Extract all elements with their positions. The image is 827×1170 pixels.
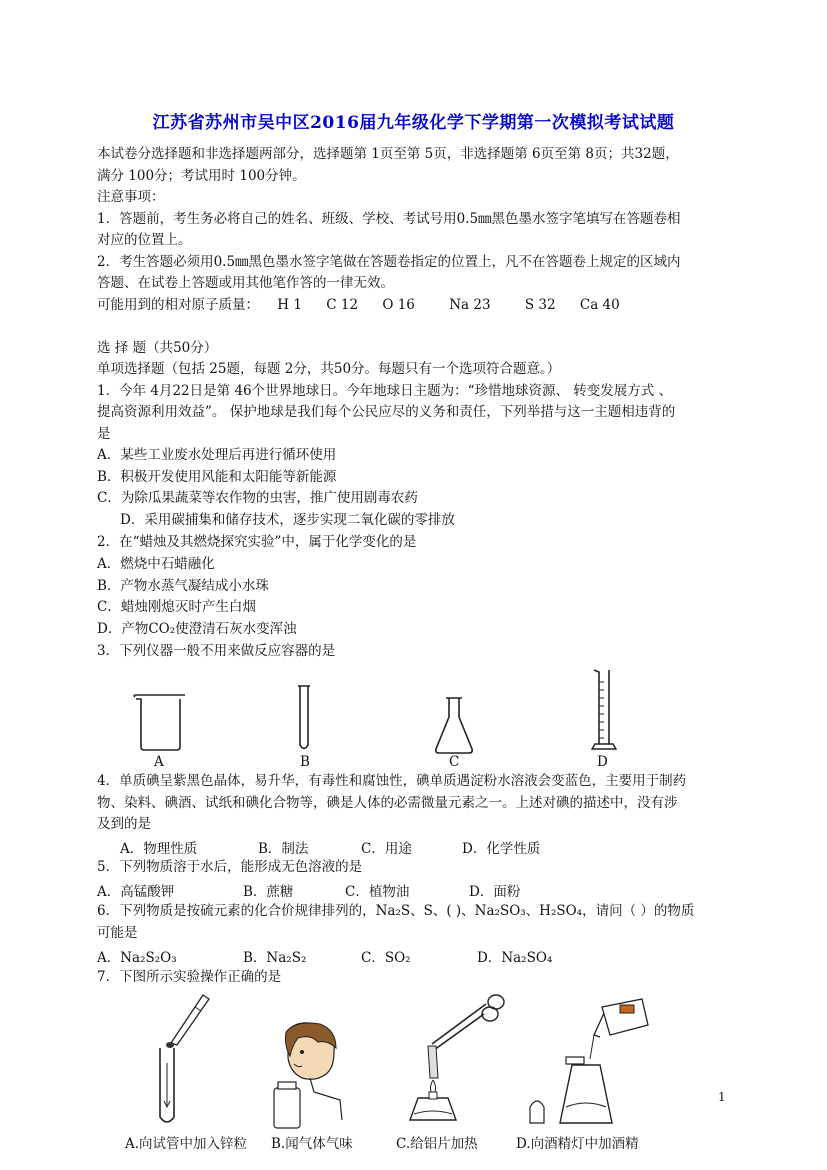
q6-stem-line-1: 6．下列物质是按硫元素的化合价规律排列的，Na₂S、S、( )、Na₂SO₃、H₂SO₄，请问（ ）的物质 xyxy=(97,903,695,919)
q5-option-c: C．植物油 xyxy=(345,884,410,900)
q2-stem: 2．在“蜡烛及其燃烧探究实验”中，属于化学变化的是 xyxy=(97,534,417,550)
atomic-mass-item: O 16 xyxy=(382,297,415,313)
alcohol-lamp-refill-icon xyxy=(522,995,652,1130)
q1-stem-line-1: 1．今年 4月22日是第 46个世界地球日。今年地球日主题为：“珍惜地球资源、 转变发展方式 、 xyxy=(97,383,673,399)
atomic-mass-item: H 1 xyxy=(277,297,302,313)
graduated-cylinder-icon xyxy=(589,668,619,752)
notice-1-line-1: 1．答题前，考生务必将自己的姓名、班级、学校、考试号用0.5㎜黑色墨水签字笔填写在答题卷相 xyxy=(97,211,681,227)
q5-option-d: D．面粉 xyxy=(469,884,521,900)
q6-option-d: D．Na₂SO₄ xyxy=(477,950,553,966)
atomic-mass-item: S 32 xyxy=(524,297,556,313)
q7-caption-a: A.向试管中加入锌粒 xyxy=(125,1136,248,1152)
q1-stem-line-2: 提高资源利用效益”。 保护地球是我们每个公民应尽的义务和责任，下列举措与这一主题相违背的 xyxy=(97,404,676,420)
q2-option-b: B．产物水蒸气凝结成小水珠 xyxy=(97,578,269,594)
q5-option-a: A．高锰酸钾 xyxy=(97,884,175,900)
q1-stem-line-3: 是 xyxy=(97,426,111,442)
tongs-alcohol-lamp-icon xyxy=(400,990,510,1130)
q4-option-b: B．制法 xyxy=(258,841,309,857)
page-title: 江苏省苏州市吴中区2016届九年级化学下学期第一次模拟考试试题 xyxy=(152,113,675,133)
q4-option-a: A．物理性质 xyxy=(120,841,198,857)
q4-option-d: D．化学性质 xyxy=(462,841,541,857)
atomic-masses-label: 可能用到的相对原子质量： xyxy=(97,297,259,313)
notice-2-line-2: 答题、在试卷上答题或用其他笔作答的一律无效。 xyxy=(97,275,394,291)
q1-option-c: C．为除瓜果蔬菜等农作物的虫害，推广使用剧毒农药 xyxy=(97,490,418,506)
q6-option-c: C．SO₂ xyxy=(361,950,411,966)
intro-line-1: 本试卷分选择题和非选择题两部分，选择题第 1页至第 5页，非选择题第 6页至第 8页；共32题， xyxy=(97,146,679,162)
q4-stem-line-2: 物、染料、碘酒、试纸和碘化合物等，碘是人体的必需微量元素之一。上述对碘的描述中，没有涉 xyxy=(97,795,678,811)
page-number: 1 xyxy=(718,1090,726,1104)
q5-stem: 5．下列物质溶于水后，能形成无色溶液的是 xyxy=(97,859,363,875)
test-tube-icon xyxy=(296,685,312,753)
q6-stem-line-2: 可能是 xyxy=(97,925,138,941)
q2-option-a: A．燃烧中石蜡融化 xyxy=(97,556,215,572)
beaker-icon xyxy=(133,693,188,753)
intro-line-2: 满分 100分；考试用时 100分钟。 xyxy=(97,168,306,184)
q1-option-a: A．某些工业废水处理后再进行循环使用 xyxy=(97,447,337,463)
q6-option-b: B．Na₂S₂ xyxy=(243,950,307,966)
q7-caption-d: D.向酒精灯中加酒精 xyxy=(516,1136,639,1152)
q2-option-d: D．产物CO₂使澄清石灰水变浑浊 xyxy=(97,621,297,637)
q3-label-b: B xyxy=(300,754,310,770)
notice-heading: 注意事项： xyxy=(97,189,165,205)
q7-stem: 7．下图所示实验操作正确的是 xyxy=(97,969,282,985)
notice-2-line-1: 2．考生答题必须用0.5㎜黑色墨水签字笔做在答题卷指定的位置上，凡不在答题卷上规定的区域内 xyxy=(97,254,681,270)
q1-option-d: D．采用碳捕集和储存技术，逐步实现二氧化碳的零排放 xyxy=(120,512,455,528)
atomic-mass-item: C 12 xyxy=(326,297,359,313)
q7-caption-b: B.闻气体气味 xyxy=(271,1136,353,1152)
section-heading: 选 择 题（共50分） xyxy=(97,340,218,356)
q2-option-c: C．蜡烛刚熄灭时产生白烟 xyxy=(97,599,256,615)
q7-caption-c: C.给铝片加热 xyxy=(396,1136,478,1152)
q4-stem-line-1: 4．单质碘呈紫黑色晶体，易升华，有毒性和腐蚀性，碘单质遇淀粉水溶液会变蓝色，主要用于制药 xyxy=(97,773,687,789)
notice-1-line-2: 对应的位置上。 xyxy=(97,232,192,248)
q4-stem-line-3: 及到的是 xyxy=(97,816,151,832)
q5-option-b: B．蔗糖 xyxy=(243,884,294,900)
person-smelling-gas-icon xyxy=(270,1020,350,1130)
atomic-mass-item: Na 23 xyxy=(449,297,491,313)
section-instruction: 单项选择题（包括 25题，每题 2分，共50分。每题只有一个选项符合题意。） xyxy=(97,361,561,377)
q1-option-b: B．积极开发使用风能和太阳能等新能源 xyxy=(97,469,337,485)
q3-stem: 3．下列仪器一般不用来做反应容器的是 xyxy=(97,643,336,659)
atomic-masses xyxy=(97,294,640,316)
q3-label-c: C xyxy=(449,754,460,770)
q3-label-a: A xyxy=(154,754,164,770)
atomic-mass-item: Ca 40 xyxy=(579,297,620,313)
q3-label-d: D xyxy=(597,754,608,770)
q4-option-c: C．用途 xyxy=(361,841,412,857)
conical-flask-icon xyxy=(433,697,475,755)
tweezers-test-tube-icon xyxy=(155,993,215,1128)
q6-option-a: A．Na₂S₂O₃ xyxy=(97,950,177,966)
